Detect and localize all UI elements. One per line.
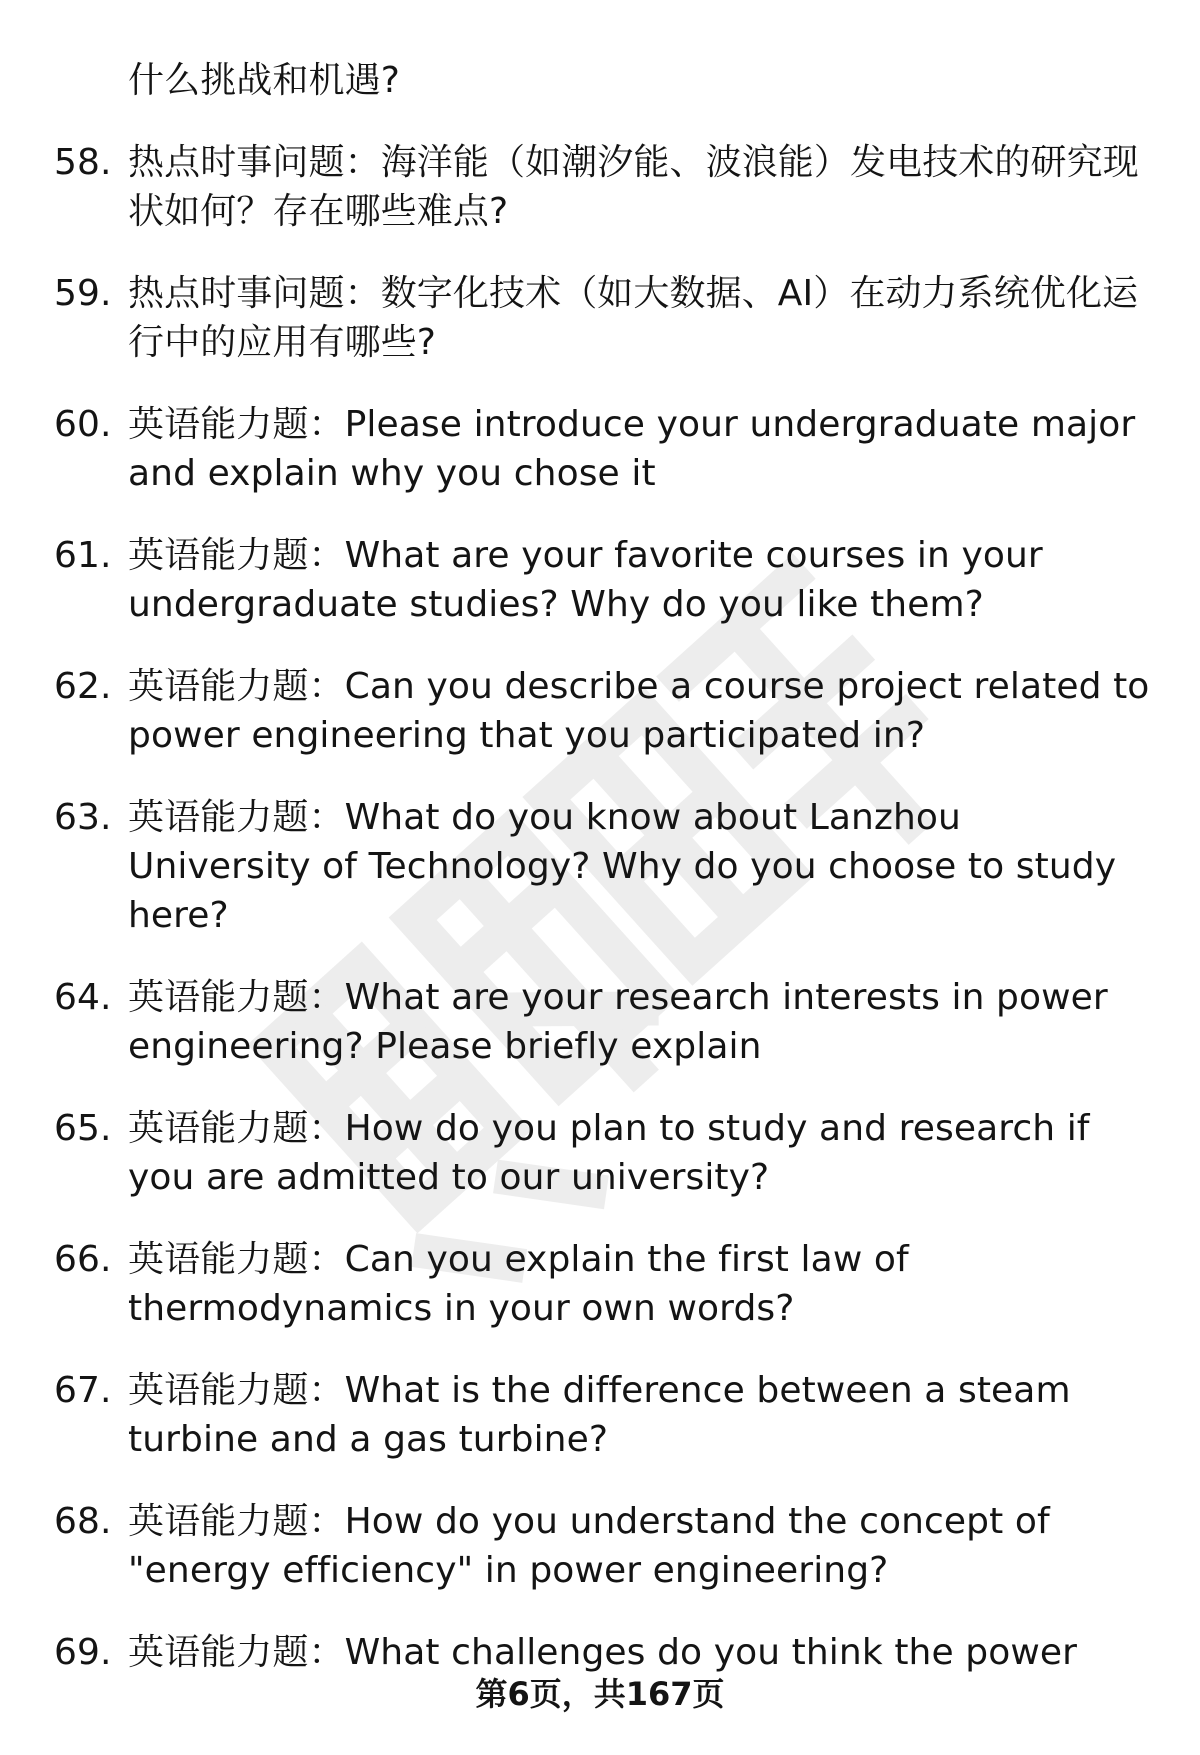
question-text: 热点时事问题：数字化技术（如大数据、AI）在动力系统优化运行中的应用有哪些?: [128, 273, 1139, 363]
question-number: 61.: [54, 535, 112, 576]
question-list: [54, 56, 1154, 1710]
question-number: 69.: [54, 1632, 112, 1673]
question-text: 英语能力题：Can you describe a course project related to power engineering that you participated in?: [128, 666, 1150, 756]
question-number: 65.: [54, 1108, 112, 1149]
question-number: 62.: [54, 666, 112, 707]
question-item: [54, 269, 1154, 367]
question-number: 67.: [54, 1370, 112, 1411]
question-text: 英语能力题：How do you plan to study and research if you are admitted to our university?: [128, 1108, 1090, 1198]
question-text: 什么挑战和机遇?: [128, 60, 400, 101]
question-number: 64.: [54, 977, 112, 1018]
question-number: 63.: [54, 797, 112, 838]
question-number: 60.: [54, 404, 112, 445]
question-number: 66.: [54, 1239, 112, 1280]
question-item: [54, 138, 1154, 236]
question-item: [54, 400, 1154, 498]
question-text: 英语能力题：Can you explain the first law of thermodynamics in your own words?: [128, 1239, 909, 1329]
question-item: [54, 973, 1154, 1071]
question-item: [54, 1104, 1154, 1202]
question-number: 59.: [54, 273, 112, 314]
question-item: [54, 1497, 1154, 1595]
question-text: 热点时事问题：海洋能（如潮汐能、波浪能）发电技术的研究现状如何？存在哪些难点?: [128, 142, 1139, 232]
question-text: 英语能力题：What challenges do you think the power: [128, 1632, 1078, 1673]
question-text: 英语能力题：What is the difference between a steam turbine and a gas turbine?: [128, 1370, 1071, 1460]
question-item: [54, 56, 1154, 105]
question-item: [54, 1628, 1154, 1677]
page-number-footer: 第6页，共167页: [475, 1675, 725, 1713]
question-item: [54, 531, 1154, 629]
question-number: 58.: [54, 142, 112, 183]
question-text: 英语能力题：What do you know about Lanzhou University of Technology? Why do you choose to study here?: [128, 797, 1117, 936]
question-number: 68.: [54, 1501, 112, 1542]
question-text: 英语能力题：How do you understand the concept of "energy efficiency" in power engineering?: [128, 1501, 1050, 1591]
question-item: [54, 1366, 1154, 1464]
question-item: [54, 662, 1154, 760]
question-text: 英语能力题：What are your favorite courses in your undergraduate studies? Why do you like them?: [128, 535, 1043, 625]
question-text: 英语能力题：Please introduce your undergraduate major and explain why you chose it: [128, 404, 1136, 494]
question-item: [54, 1235, 1154, 1333]
question-item: [54, 793, 1154, 940]
question-text: 英语能力题：What are your research interests in power engineering? Please briefly explain: [128, 977, 1108, 1067]
